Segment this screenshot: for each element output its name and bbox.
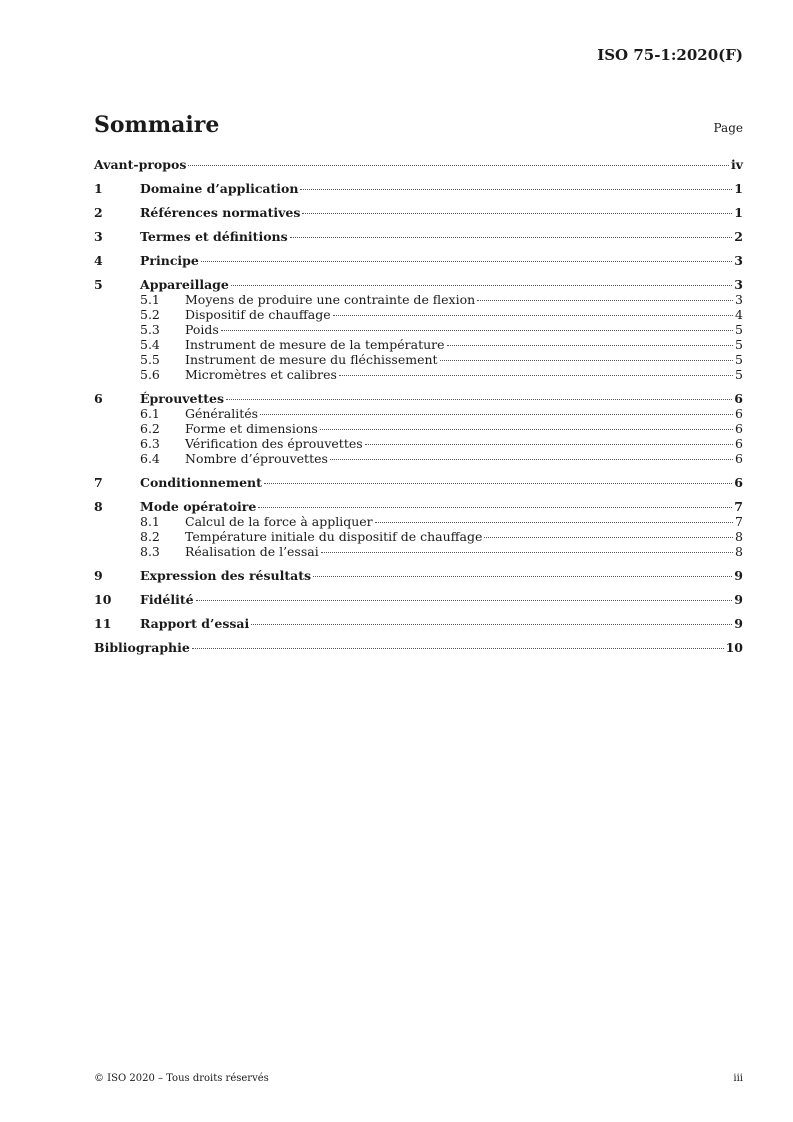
toc-entry-label: Avant-propos — [94, 157, 187, 172]
toc-entry-page: 7 — [735, 514, 743, 529]
toc-entry-label: Moyens de produire une contrainte de flexion — [185, 292, 476, 307]
toc-entry-label: Expression des résultats — [140, 568, 312, 583]
toc-entry-label: Éprouvettes — [140, 391, 225, 406]
dot-leader — [477, 300, 733, 301]
toc-entry[interactable] — [94, 616, 743, 631]
dot-leader — [313, 576, 732, 577]
toc-entry-label: Micromètres et calibres — [185, 367, 337, 382]
toc-entry-number: 5.1 — [140, 292, 160, 307]
dot-leader — [290, 237, 733, 238]
toc-entry[interactable] — [94, 391, 743, 406]
toc-entry-page: 8 — [735, 544, 743, 559]
toc-entry-label: Poids — [185, 322, 219, 337]
toc-entry-number: 5.2 — [140, 307, 160, 322]
toc-entry-label: Calcul de la force à appliquer — [185, 514, 373, 529]
toc-entry-number: 6.3 — [140, 436, 160, 451]
toc-entry-page: 3 — [734, 253, 743, 268]
toc-entry-number: 5 — [94, 277, 103, 292]
toc-entry-label: Mode opératoire — [140, 499, 257, 514]
toc-entry-label: Références normatives — [140, 205, 301, 220]
toc-entry-page: 4 — [735, 307, 743, 322]
toc-entry[interactable] — [94, 322, 743, 337]
toc-entry[interactable] — [94, 592, 743, 607]
copyright-notice: © ISO 2020 – Tous droits réservés — [94, 1073, 269, 1084]
toc-entry[interactable] — [94, 568, 743, 583]
dot-leader — [339, 375, 733, 376]
toc-entry-label: Forme et dimensions — [185, 421, 318, 436]
toc-entry-number: 11 — [94, 616, 112, 631]
dot-leader — [321, 552, 733, 553]
toc-entry-page: 6 — [735, 436, 743, 451]
toc-entry[interactable] — [94, 277, 743, 292]
toc-entry-number: 10 — [94, 592, 112, 607]
toc-entry[interactable] — [94, 157, 743, 172]
page-number: iii — [733, 1073, 743, 1084]
dot-leader — [447, 345, 734, 346]
toc-entry-number: 8.2 — [140, 529, 160, 544]
toc-entry[interactable] — [94, 529, 743, 544]
toc-entry-page: 9 — [734, 568, 743, 583]
toc-entry-number: 6.2 — [140, 421, 160, 436]
toc-entry-page: 6 — [735, 406, 743, 421]
toc-entry-page: 8 — [735, 529, 743, 544]
toc-entry-number: 9 — [94, 568, 103, 583]
toc-page-column-label: Page — [713, 121, 743, 135]
toc-entry[interactable] — [94, 406, 743, 421]
toc-entry-number: 6 — [94, 391, 103, 406]
toc-entry[interactable] — [94, 451, 743, 466]
toc-entry[interactable] — [94, 292, 743, 307]
dot-leader — [330, 459, 733, 460]
toc-entry[interactable] — [94, 640, 743, 655]
toc-title: Sommaire — [94, 112, 220, 138]
dot-leader — [221, 330, 733, 331]
toc-entry-label: Vérification des éprouvettes — [185, 436, 363, 451]
dot-leader — [231, 285, 732, 286]
toc-entry-label: Généralités — [185, 406, 259, 421]
toc-entry-label: Appareillage — [140, 277, 229, 292]
toc-entry-label: Nombre d’éprouvettes — [185, 451, 328, 466]
dot-leader — [192, 648, 724, 649]
toc-entry-page: 1 — [734, 181, 743, 196]
dot-leader — [484, 537, 733, 538]
toc-entry-page: 3 — [735, 292, 743, 307]
dot-leader — [258, 507, 732, 508]
toc-entry-number: 6.1 — [140, 406, 160, 421]
toc-entry-label: Rapport d’essai — [140, 616, 250, 631]
toc-entry-number: 2 — [94, 205, 103, 220]
toc-entry-number: 7 — [94, 475, 103, 490]
dot-leader — [365, 444, 733, 445]
toc-entry-page: 9 — [734, 616, 743, 631]
toc-entry-label: Conditionnement — [140, 475, 262, 490]
toc-entry-page: 10 — [725, 640, 743, 655]
dot-leader — [300, 189, 732, 190]
toc-entry-label: Température initiale du dispositif de chauffage — [185, 529, 483, 544]
toc-entry-label: Réalisation de l’essai — [185, 544, 319, 559]
toc-entry[interactable] — [94, 337, 743, 352]
toc-entry-label: Principe — [140, 253, 199, 268]
toc-entry-page: 6 — [734, 475, 743, 490]
toc-entry-number: 5.5 — [140, 352, 160, 367]
toc-entry-page: 5 — [735, 322, 743, 337]
toc-entry[interactable] — [94, 181, 743, 196]
toc-entry-number: 5.4 — [140, 337, 160, 352]
toc-entry-page: 1 — [734, 205, 743, 220]
toc-entry[interactable] — [94, 499, 743, 514]
toc-entry-page: 2 — [734, 229, 743, 244]
toc-entry-number: 8.3 — [140, 544, 160, 559]
toc-entry[interactable] — [94, 229, 743, 244]
toc-entry-label: Dispositif de chauffage — [185, 307, 331, 322]
toc-entry[interactable] — [94, 205, 743, 220]
toc-entry-label: Instrument de mesure de la température — [185, 337, 445, 352]
toc-entry-number: 5.3 — [140, 322, 160, 337]
toc-entry[interactable] — [94, 307, 743, 322]
toc-entry[interactable] — [94, 544, 743, 559]
toc-entry[interactable] — [94, 352, 743, 367]
dot-leader — [260, 414, 733, 415]
toc-entry-page: 3 — [734, 277, 743, 292]
toc-entry[interactable] — [94, 475, 743, 490]
toc-heading — [94, 112, 743, 138]
dot-leader — [201, 261, 732, 262]
toc-entry[interactable] — [94, 421, 743, 436]
toc-entry-label: Bibliographie — [94, 640, 190, 655]
table-of-contents — [94, 157, 743, 655]
toc-entry-label: Fidélité — [140, 592, 194, 607]
toc-entry-page: 7 — [734, 499, 743, 514]
dot-leader — [196, 600, 733, 601]
toc-entry-number: 3 — [94, 229, 103, 244]
toc-entry-label: Instrument de mesure du fléchissement — [185, 352, 438, 367]
toc-entry-number: 6.4 — [140, 451, 160, 466]
dot-leader — [375, 522, 733, 523]
toc-entry-label: Domaine d’application — [140, 181, 299, 196]
toc-entry-number: 8 — [94, 499, 103, 514]
toc-entry-number: 5.6 — [140, 367, 160, 382]
page-footer — [94, 1073, 743, 1084]
toc-entry[interactable] — [94, 514, 743, 529]
toc-entry[interactable] — [94, 367, 743, 382]
dot-leader — [188, 165, 729, 166]
toc-entry-page: 5 — [735, 352, 743, 367]
dot-leader — [251, 624, 732, 625]
toc-entry-number: 4 — [94, 253, 103, 268]
dot-leader — [226, 399, 732, 400]
toc-entry-page: 5 — [735, 337, 743, 352]
dot-leader — [333, 315, 733, 316]
toc-entry[interactable] — [94, 253, 743, 268]
dot-leader — [302, 213, 732, 214]
toc-entry-page: 6 — [735, 451, 743, 466]
document-id: ISO 75-1:2020(F) — [597, 46, 743, 64]
toc-entry-number: 8.1 — [140, 514, 160, 529]
toc-entry-page: 6 — [735, 421, 743, 436]
toc-entry-page: 5 — [735, 367, 743, 382]
toc-entry-page: 6 — [734, 391, 743, 406]
dot-leader — [264, 483, 732, 484]
toc-entry-page: 9 — [734, 592, 743, 607]
dot-leader — [440, 360, 734, 361]
toc-entry-label: Termes et définitions — [140, 229, 288, 244]
toc-entry-page: iv — [730, 157, 743, 172]
toc-entry-number: 1 — [94, 181, 103, 196]
toc-entry[interactable] — [94, 436, 743, 451]
dot-leader — [320, 429, 733, 430]
